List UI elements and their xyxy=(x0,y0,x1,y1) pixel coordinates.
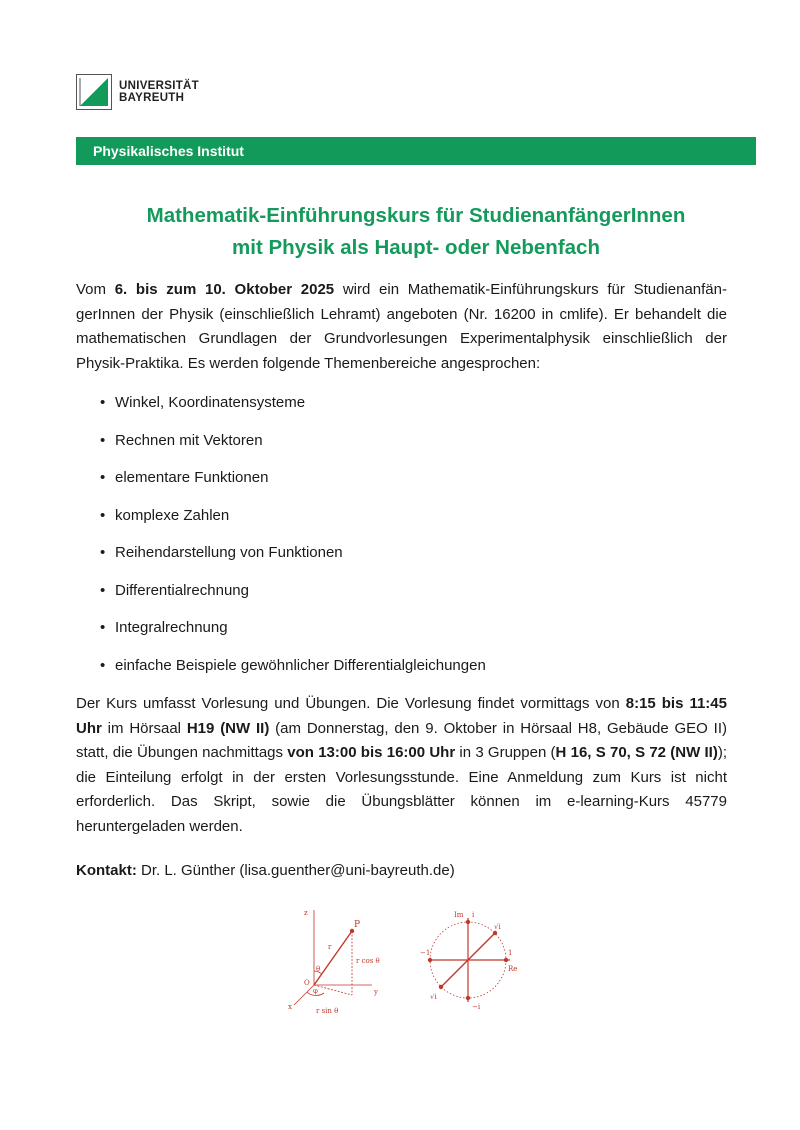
page-title-line2: mit Physik als Haupt- oder Nebenfach xyxy=(232,236,600,259)
bullet-icon: • xyxy=(100,431,106,449)
label-y: y xyxy=(374,988,378,996)
bullet-icon: • xyxy=(100,506,106,524)
label-re: Re xyxy=(508,965,518,973)
label-theta: θ xyxy=(316,965,321,973)
intro-text-1: Vom xyxy=(76,281,115,298)
bullet-icon: • xyxy=(100,469,106,486)
label-rcos: r cos θ xyxy=(356,957,380,965)
course-dates: 6. bis zum 10. Oktober 2025 xyxy=(114,281,335,298)
bullet-icon: • xyxy=(100,656,106,674)
label-sqrt-i: √i xyxy=(494,923,501,931)
list-item: • Reihendarstellung von Funktionen xyxy=(100,540,486,578)
label-origin: O xyxy=(304,979,310,987)
label-r: r xyxy=(328,943,332,951)
list-item: • elementare Funktionen xyxy=(100,465,486,503)
contact-text: Dr. L. Günther (lisa.guenther@uni-bayreuth.de) xyxy=(136,862,455,879)
intro-paragraph xyxy=(76,278,727,376)
university-logo-icon xyxy=(76,74,112,110)
label-im: Im xyxy=(454,911,464,919)
bullet-icon: • xyxy=(100,394,106,411)
university-name xyxy=(119,80,199,104)
university-logo xyxy=(76,74,199,110)
list-item: • einfache Beispiele gewöhnlicher Differentialgleichungen xyxy=(100,653,486,691)
label-phi: φ xyxy=(313,987,318,995)
label-neg-sqrt-i: √i xyxy=(430,993,437,1001)
university-name-line2: BAYREUTH xyxy=(119,92,185,104)
label-x: x xyxy=(288,1003,292,1011)
institute-name: Physikalisches Institut xyxy=(93,143,244,159)
page-title-line1: Mathematik-Einführungskurs für StudienanfängerInnen xyxy=(146,204,686,227)
label-i: i xyxy=(472,911,475,919)
institute-banner xyxy=(76,137,756,165)
lecture-time: 8:15 bis 11:45 Uhr xyxy=(76,695,727,737)
bullet-icon: • xyxy=(100,544,106,561)
page-title xyxy=(76,200,756,264)
label-one: 1 xyxy=(508,949,513,957)
exercise-time: von 13:00 bis 16:00 Uhr xyxy=(287,744,456,761)
label-rsin: r sin θ xyxy=(316,1007,339,1015)
label-z: z xyxy=(304,909,308,917)
bullet-icon: • xyxy=(100,619,106,636)
math-illustrations xyxy=(280,905,520,1017)
label-p: P xyxy=(354,920,361,930)
course-paragraph: Der Kurs umfasst Vorlesung und Übungen. Die Vorlesung findet vormittags von 8:15 bis 11:45 Uhr im Hörsaal H19 (NW II) (am Donnerstag, den 9. Oktober in Hörsaal H8, Gebäude GEO II) statt, die Übungen nachmittags von 13:00 bis 16:00 Uhr in 3 Gruppen (H 16, S 70, S 72 (NW II)); die Einteilung erfolgt in der ersten Vorlesungsstunde. Eine Anmeldung zum Kurs ist nicht erforderlich. Das Skript, sowie die Übungsblätter können im e-learning-Kurs 45779 heruntergeladen werden. xyxy=(76,695,727,835)
topic-list xyxy=(100,390,486,690)
contact-label: Kontakt: xyxy=(76,862,137,879)
contact-line xyxy=(76,859,727,884)
label-minus-i: −i xyxy=(472,1003,481,1011)
list-item: • komplexe Zahlen xyxy=(100,503,486,541)
list-item: • Integralrechnung xyxy=(100,615,486,653)
bullet-icon: • xyxy=(100,581,106,599)
list-item: • Differentialrechnung xyxy=(100,578,486,616)
lecture-room: H19 (NW II) xyxy=(186,719,270,737)
intro-text-2: wird ein Mathematik-Einführungskurs für Studienanfän-gerInnen der Physik (einschließlich Lehramt) angeboten (Nr. 16200 in cmlife). Er behandelt die mathematischen Grundlagen der Grundvorlesungen Experimentalphysik einschließlich der Physik-Praktika. Es werden folgende Themenbereiche angesprochen: xyxy=(76,281,727,372)
label-minus-one: −1 xyxy=(420,949,431,957)
list-item: • Winkel, Koordinatensysteme xyxy=(100,390,486,428)
list-item: • Rechnen mit Vektoren xyxy=(100,428,486,466)
exercise-rooms: H 16, S 70, S 72 (NW II) xyxy=(555,744,718,761)
university-name-line1: UNIVERSITÄT xyxy=(119,80,199,92)
